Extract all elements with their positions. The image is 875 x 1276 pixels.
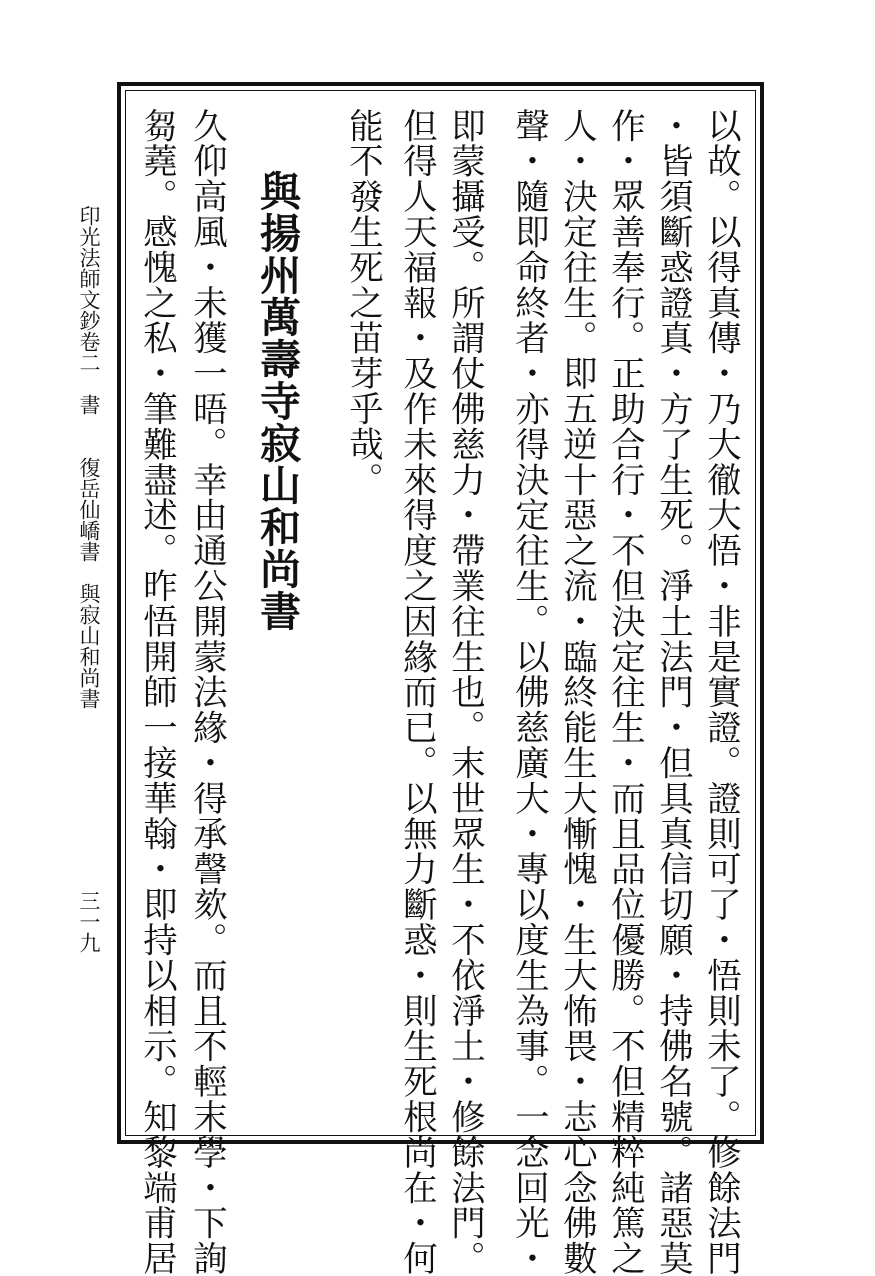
text-column-3: 作・眾善奉行。正助合行・不但決定往生・而且品位優勝。不但精粹純篤之 — [604, 108, 645, 1276]
text-column-1: 以故。以得真傳・乃大徹大悟・非是實證。證則可了・悟則未了。修餘法門 — [700, 108, 741, 1276]
letter-column-1: 久仰高風・未獲一晤。幸由通公開蒙法緣・得承謦欬。而且不輕末學・下詢 — [186, 108, 227, 1276]
text-column-4: 人・決定往生。即五逆十惡之流・臨終能生大慚愧・生大怖畏・志心念佛數 — [556, 108, 597, 1276]
text-column-5: 聲・隨即命終者・亦得決定往生。以佛慈廣大・專以度生為事。一念回光・ — [508, 108, 549, 1276]
text-column-6: 即蒙攝受。所謂仗佛慈力・帶業往生也。末世眾生・不依淨土・修餘法門。 — [444, 108, 485, 1276]
text-column-7: 但得人天福報・及作未來得度之因緣而已。以無力斷惑・則生死根尚在・何 — [396, 108, 437, 1276]
running-header: 印光法師文鈔卷二 書 復岳仙嶠書 與寂山和尚書 — [77, 205, 101, 709]
text-column-2: ・皆須斷惑證真・方了生死。淨土法門・但具真信切願・持佛名號。諸惡莫 — [652, 108, 693, 1276]
letter-column-2: 芻蕘。感愧之私・筆難盡述。昨悟開師一接華翰・即持以相示。知黎端甫居 — [136, 108, 177, 1276]
text-column-8: 能不發生死之苗芽乎哉。 — [342, 108, 383, 498]
page-number: 三一九 — [77, 890, 101, 953]
letter-title: 與揚州萬壽寺寂山和尚書 — [253, 170, 301, 632]
